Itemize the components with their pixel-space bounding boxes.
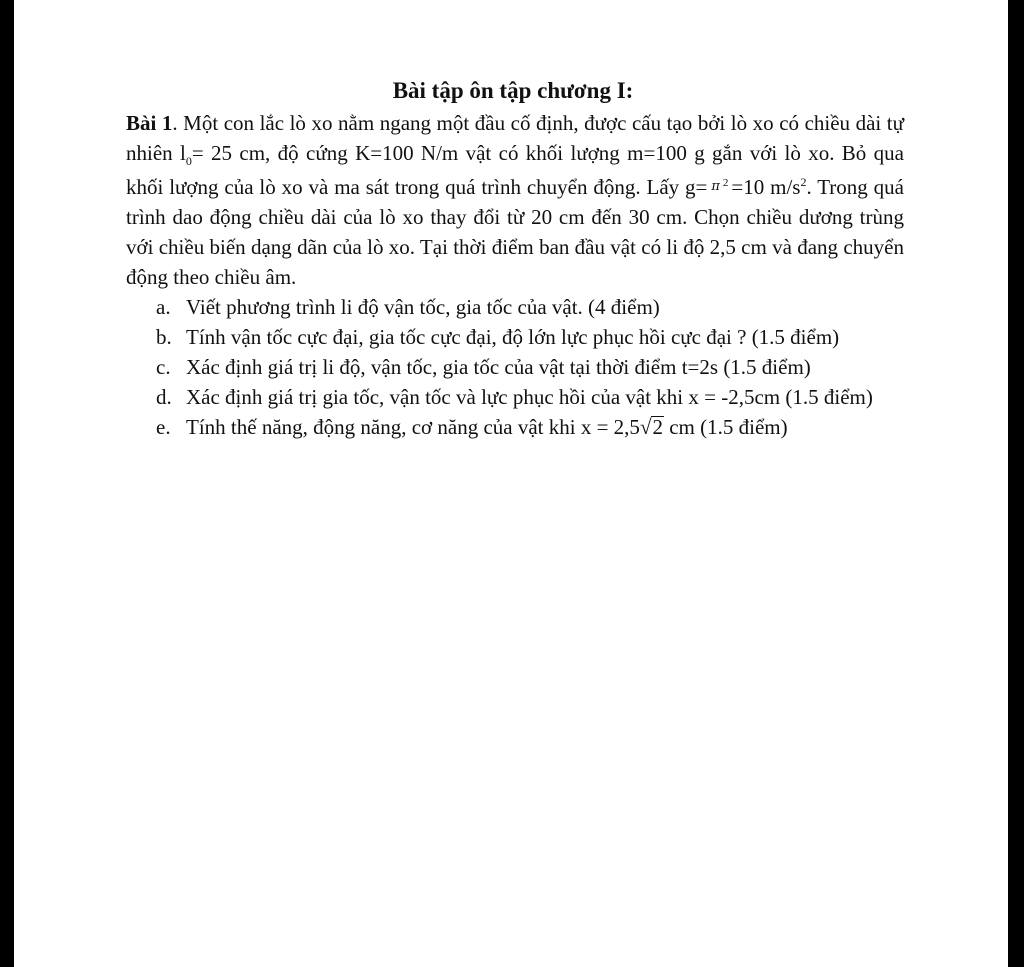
document-page	[14, 0, 1008, 967]
pi-symbol: π	[711, 179, 720, 194]
problem-label: Bài 1	[126, 111, 173, 135]
problem-text-1: . Một con lắc lò xo nằm ngang một đầu cố định, được cấu tạo bởi lò xo có chiều dài tự nhiên l	[126, 111, 905, 165]
task-text: Tính vận tốc cực đại, gia tốc cực đại, độ lớn lực phục hồi cực đại ? (1.5 điểm)	[186, 325, 840, 349]
list-item	[126, 412, 904, 442]
problem-text-3: =10 m/s	[731, 175, 801, 199]
pi-exponent: 2	[722, 177, 729, 189]
subscript-zero: 0	[185, 154, 192, 169]
list-item	[126, 292, 904, 322]
task-marker: a.	[156, 295, 171, 319]
task-text-after: cm (1.5 điểm)	[663, 415, 788, 439]
document-content	[126, 74, 904, 442]
sqrt-argument: 2	[652, 415, 663, 439]
task-marker: e.	[156, 415, 171, 439]
list-item	[126, 382, 904, 412]
problem-text-2: = 25 cm, độ cứng K=100 N/m vật có khối lượng m=100 g gắn với lò xo. Bỏ qua khối lượng của lò xo và ma sát trong quá trình chuyển động. Lấy g=	[126, 141, 904, 199]
list-item	[126, 352, 904, 382]
list-item	[126, 322, 904, 352]
task-list	[126, 292, 904, 442]
problem-text-4: . Trong quá trình dao động chiều dài của lò xo thay đổi từ 20 cm đến 30 cm. Chọn chiều dương trùng với chiều biến dạng dãn của lò xo. Tại thời điểm ban đầu vật có li độ 2,5 cm và đang chuyển động theo chiều âm.	[126, 175, 904, 289]
page-title: Bài tập ôn tập chương I:	[392, 78, 634, 103]
task-text-before: Tính thế năng, động năng, cơ năng của vật khi x = 2,5	[186, 415, 640, 439]
sqrt-sign: √	[639, 415, 652, 439]
problem-statement	[126, 108, 904, 292]
task-marker: b.	[156, 325, 172, 349]
task-text: Viết phương trình li độ vận tốc, gia tốc của vật. (4 điểm)	[186, 295, 660, 319]
task-marker: c.	[156, 355, 171, 379]
superscript-two: 2	[800, 175, 807, 189]
task-text: Xác định giá trị li độ, vận tốc, gia tốc của vật tại thời điểm t=2s (1.5 điểm)	[186, 355, 811, 379]
task-text: Xác định giá trị gia tốc, vận tốc và lực phục hồi của vật khi x = -2,5cm (1.5 điểm)	[186, 385, 873, 409]
task-marker: d.	[156, 385, 172, 409]
